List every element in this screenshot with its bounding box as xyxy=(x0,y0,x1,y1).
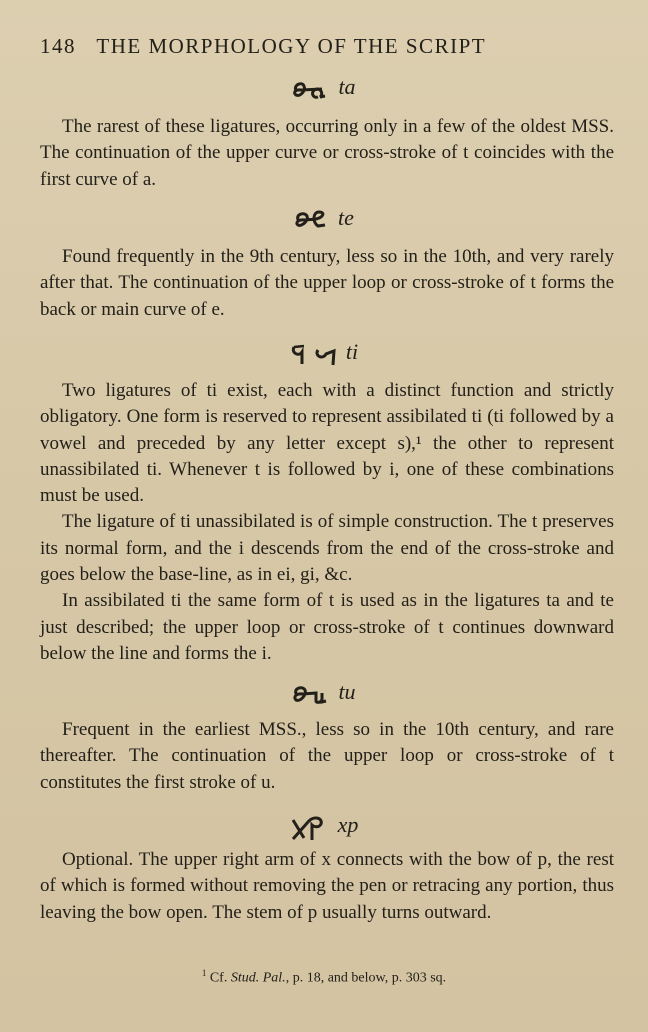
footnote-marker: 1 xyxy=(201,968,207,978)
section-body-te xyxy=(40,244,614,323)
section-heading-ta xyxy=(0,74,648,101)
section-heading-label: ti xyxy=(345,339,359,364)
footnote-prefix: Cf. xyxy=(209,970,228,986)
section-body-xp xyxy=(40,847,614,926)
paragraph: The rarest of these ligatures, occurring only in a few of the oldest MSS. The continuation of the upper curve or cross-stroke of t coincides with the first curve of a. xyxy=(40,116,614,190)
ligature-ta-icon xyxy=(292,77,330,101)
page-number: 148 xyxy=(40,34,76,58)
ligature-tu-icon xyxy=(292,682,330,706)
ligature-te-icon xyxy=(294,208,330,232)
section-body-ta xyxy=(40,114,614,193)
paragraph: The ligature of ti unassibilated is of simple construction. The t preserves its normal form, and the i descends from the end of the cross-stroke and goes below the base-line, as in ei, gi, &c. xyxy=(40,511,614,586)
section-body-ti xyxy=(40,378,614,667)
section-heading-label: tu xyxy=(338,679,356,704)
paragraph: Optional. The upper right arm of x connects with the bow of p, the rest of which is formed without removing the pen or retracing any portion, thus leaving the bow open. The stem of p usually turns outward. xyxy=(40,849,614,923)
section-heading-te xyxy=(0,205,648,232)
paragraph: Two ligatures of ti exist, each with a distinct function and strictly obligatory. One form is reserved to represent assibilated ti (ti followed by a vowel and preceded by any letter except s),¹ the other to represent unassibilated ti. Whenever t is followed by i, one of these combinations must be used. xyxy=(40,380,614,507)
section-heading-xp xyxy=(0,812,648,842)
paragraph: In assibilated ti the same form of t is used as in the ligatures ta and te just described; the upper loop or cross-stroke of t continues downward below the line and forms the i. xyxy=(40,590,614,664)
running-head xyxy=(40,34,620,59)
section-heading-label: ta xyxy=(338,74,356,99)
ligature-xp-icon xyxy=(290,812,330,842)
footnote-work: Stud. Pal. xyxy=(230,970,286,986)
footnote-rest: , p. 18, and below, p. 303 sq. xyxy=(285,970,447,986)
section-heading-label: xp xyxy=(337,812,359,838)
section-heading-label: te xyxy=(338,205,354,230)
running-title: THE MORPHOLOGY OF THE SCRIPT xyxy=(96,34,487,58)
section-heading-ti xyxy=(0,339,648,367)
footnote xyxy=(0,968,648,987)
ligature-ti-icon xyxy=(290,341,338,367)
paragraph: Frequent in the earliest MSS., less so in the 10th century, and rare thereafter. The continuation of the upper loop or cross-stroke of t constitutes the first stroke of u. xyxy=(40,719,614,793)
paragraph: Found frequently in the 9th century, less so in the 10th, and very rarely after that. The continuation of the upper loop or cross-stroke of t forms the back or main curve of e. xyxy=(40,246,614,320)
section-heading-tu xyxy=(0,679,648,706)
section-body-tu xyxy=(40,717,614,796)
